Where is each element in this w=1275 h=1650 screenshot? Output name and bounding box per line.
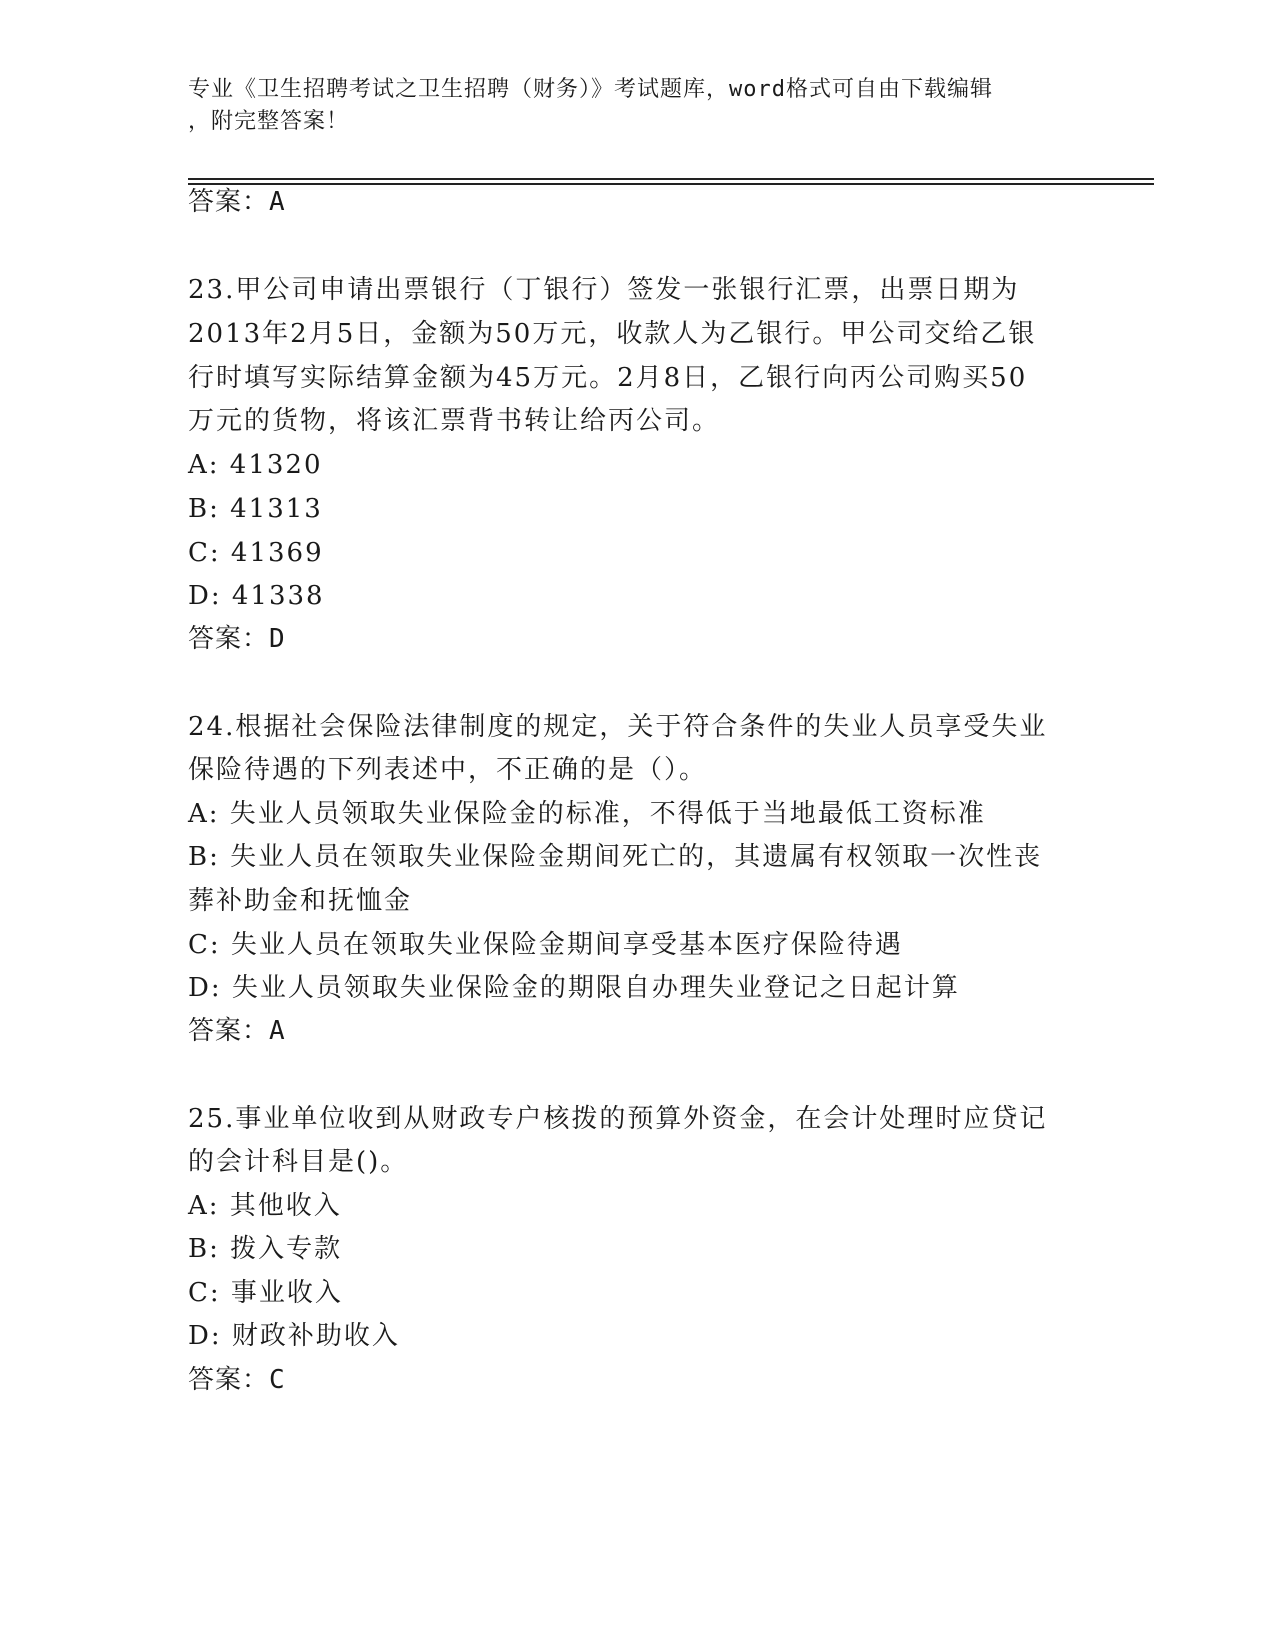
q23-option-b: B: 41313 bbox=[188, 494, 323, 524]
q23-option-c: C: 41369 bbox=[188, 538, 324, 568]
q23-stem-line-3: 行时填写实际结算金额为45万元。2月8日，乙银行向丙公司购买50 bbox=[188, 363, 1028, 393]
q25-option-a: A: 其他收入 bbox=[188, 1191, 342, 1221]
q23-option-d: D: 41338 bbox=[188, 581, 325, 611]
q24-option-b: B: 失业人员在领取失业保险金期间死亡的，其遗属有权领取一次性丧 bbox=[188, 842, 1043, 872]
header-line-2: ，附完整答案！ bbox=[188, 109, 350, 134]
q25-option-c: C: 事业收入 bbox=[188, 1278, 343, 1308]
q23-stem-line-1: 23.甲公司申请出票银行（丁银行）签发一张银行汇票，出票日期为 bbox=[188, 275, 1020, 305]
q23-stem-line-2: 2013年2月5日，金额为50万元，收款人为乙银行。甲公司交给乙银 bbox=[188, 319, 1037, 349]
q23-option-a: A: 41320 bbox=[188, 450, 323, 480]
q24-option-a: A: 失业人员领取失业保险金的标准，不得低于当地最低工资标准 bbox=[188, 799, 986, 829]
q25-answer: 答案：C bbox=[188, 1365, 286, 1395]
q23-answer: 答案：D bbox=[188, 624, 286, 654]
previous-answer: 答案：A bbox=[188, 187, 286, 217]
header-divider-top bbox=[188, 178, 1154, 180]
header-divider-bottom bbox=[188, 183, 1154, 185]
q24-stem-line-2: 保险待遇的下列表述中，不正确的是（）。 bbox=[188, 755, 708, 785]
q24-option-b-continued: 葬补助金和抚恤金 bbox=[188, 886, 413, 916]
header-line-1: 专业《卫生招聘考试之卫生招聘（财务）》考试题库，word格式可自由下载编辑 bbox=[188, 77, 993, 102]
q25-stem-line-1: 25.事业单位收到从财政专户核拨的预算外资金，在会计处理时应贷记 bbox=[188, 1104, 1048, 1134]
q24-answer: 答案：A bbox=[188, 1016, 286, 1046]
q23-stem-line-4: 万元的货物，将该汇票背书转让给丙公司。 bbox=[188, 406, 721, 436]
q24-option-d: D: 失业人员领取失业保险金的期限自办理失业登记之日起计算 bbox=[188, 973, 960, 1003]
q25-option-d: D: 财政补助收入 bbox=[188, 1321, 400, 1351]
q25-stem-line-2: 的会计科目是()。 bbox=[188, 1147, 409, 1177]
document-header bbox=[188, 74, 1088, 138]
q25-option-b: B: 拨入专款 bbox=[188, 1234, 343, 1264]
q24-stem-line-1: 24.根据社会保险法律制度的规定，关于符合条件的失业人员享受失业 bbox=[188, 712, 1048, 742]
q24-option-c: C: 失业人员在领取失业保险金期间享受基本医疗保险待遇 bbox=[188, 930, 903, 960]
